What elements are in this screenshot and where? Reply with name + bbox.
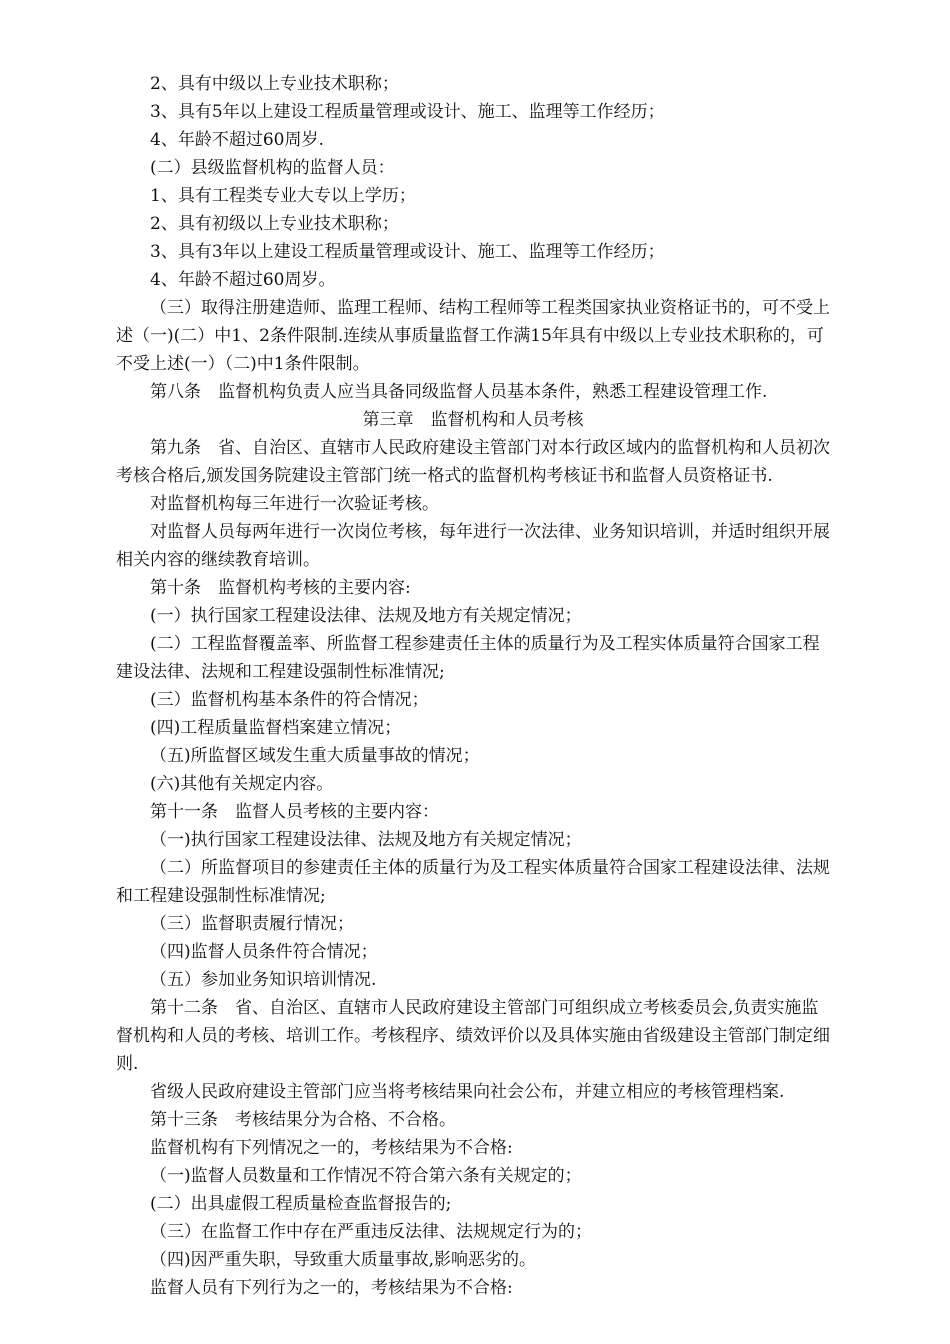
paragraph: 4、年龄不超过60周岁。 bbox=[150, 270, 336, 290]
paragraph: （三）取得注册建造师、监理工程师、结构工程师等工程类国家执业资格证书的，可不受上述（一)(二）中1、2条件限制.连续从事质量监督工作满15年具有中级以上专业技术职称的，可不受上述(一）（二)中1条件限制。 bbox=[116, 298, 830, 374]
paragraph: 对监督人员每两年进行一次岗位考核，每年进行一次法律、业务知识培训，并适时组织开展相关内容的继续教育培训。 bbox=[116, 522, 830, 570]
paragraph: 第十三条 考核结果分为合格、不合格。 bbox=[150, 1110, 456, 1130]
paragraph: （四)因严重失职，导致重大质量事故,影响恶劣的。 bbox=[150, 1250, 537, 1270]
paragraph: （五)所监督区域发生重大质量事故的情况； bbox=[150, 746, 480, 766]
paragraph: （五）参加业务知识培训情况. bbox=[150, 970, 377, 990]
paragraph: 第十二条 省、自治区、直辖市人民政府建设主管部门可组织成立考核委员会,负责实施监督机构和人员的考核、培训工作。考核程序、绩效评价以及具体实施由省级建设主管部门制定细则. bbox=[116, 998, 830, 1074]
paragraph: (二）出具虚假工程质量检查监督报告的; bbox=[150, 1194, 452, 1214]
paragraph: （一)监督人员数量和工作情况不符合第六条有关规定的； bbox=[150, 1166, 582, 1186]
paragraph: 3、具有3年以上建设工程质量管理或设计、施工、监理等工作经历； bbox=[150, 242, 665, 262]
paragraph: 省级人民政府建设主管部门应当将考核结果向社会公布，并建立相应的考核管理档案. bbox=[150, 1082, 785, 1102]
paragraph: (二）工程监督覆盖率、所监督工程参建责任主体的质量行为及工程实体质量符合国家工程建设法律、法规和工程建设强制性标准情况; bbox=[116, 634, 820, 682]
paragraph: (三）监督机构基本条件的符合情况； bbox=[150, 690, 429, 710]
paragraph: 第九条 省、自治区、直辖市人民政府建设主管部门对本行政区域内的监督机构和人员初次考核合格后,颁发国务院建设主管部门统一格式的监督机构考核证书和监督人员资格证书. bbox=[116, 438, 830, 486]
paragraph: （一)执行国家工程建设法律、法规及地方有关规定情况； bbox=[150, 830, 582, 850]
paragraph: （四)监督人员条件符合情况； bbox=[150, 942, 378, 962]
paragraph: 监督人员有下列行为之一的，考核结果为不合格: bbox=[150, 1278, 513, 1298]
paragraph: 3、具有5年以上建设工程质量管理或设计、施工、监理等工作经历； bbox=[150, 102, 665, 122]
paragraph: 第十条 监督机构考核的主要内容: bbox=[150, 578, 411, 598]
document-page bbox=[116, 70, 830, 1302]
paragraph: (二）县级监督机构的监督人员： bbox=[150, 158, 395, 178]
chapter-heading: 第三章 监督机构和人员考核 bbox=[362, 410, 584, 430]
paragraph: 2、具有初级以上专业技术职称； bbox=[150, 214, 399, 234]
paragraph: 1、具有工程类专业大专以上学历； bbox=[150, 186, 416, 206]
paragraph: 4、年龄不超过60周岁. bbox=[150, 130, 324, 150]
paragraph: (六)其他有关规定内容。 bbox=[150, 774, 334, 794]
paragraph: 监督机构有下列情况之一的，考核结果为不合格: bbox=[150, 1138, 513, 1158]
paragraph: 2、具有中级以上专业技术职称； bbox=[150, 74, 399, 94]
paragraph: (一）执行国家工程建设法律、法规及地方有关规定情况； bbox=[150, 606, 582, 626]
paragraph: 对监督机构每三年进行一次验证考核。 bbox=[150, 494, 439, 514]
paragraph: （三）监督职责履行情况； bbox=[150, 914, 354, 934]
paragraph: 第八条 监督机构负责人应当具备同级监督人员基本条件，熟悉工程建设管理工作. bbox=[150, 382, 768, 402]
paragraph: (四)工程质量监督档案建立情况； bbox=[150, 718, 402, 738]
paragraph: （二）所监督项目的参建责任主体的质量行为及工程实体质量符合国家工程建设法律、法规和工程建设强制性标准情况; bbox=[116, 858, 830, 906]
paragraph: 第十一条 监督人员考核的主要内容： bbox=[150, 802, 439, 822]
paragraph: （三）在监督工作中存在严重违反法律、法规规定行为的； bbox=[150, 1222, 592, 1242]
